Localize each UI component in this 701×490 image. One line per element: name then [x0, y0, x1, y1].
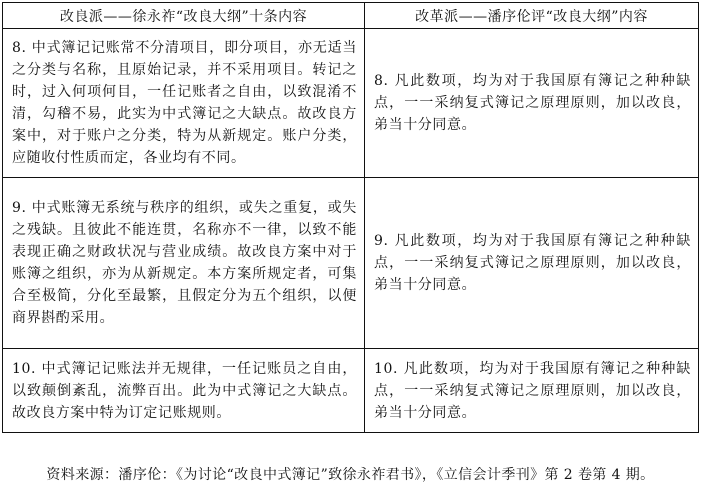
reform-item-8: 8. 中式簿记记账常不分清项目，即分项目，亦无适当之分类与名称，且原始记录，并不采用项目。转记之时，过入何项何目，一任记账者之自由，以致混淆不清，勾稽不易，此实为中式簿记之大缺点。故改良方案中，对于账户之分类，特为从新规定。账户分类，应随收付性质而定，各业均有不同。	[12, 40, 357, 166]
header-reform-school: 改良派——徐永祚“改良大纲”十条内容	[3, 3, 365, 29]
table-row	[3, 29, 699, 178]
comparison-table	[2, 2, 699, 433]
comment-item-9: 9. 凡此数项，均为对于我国原有簿记之种种缺点，一一采纳复式簿记之原理原则，加以改良，弟当十分同意。	[374, 233, 691, 293]
table-cell-left	[3, 29, 365, 178]
reform-item-9: 9. 中式账簿无系统与秩序的组织，或失之重复，或失之残缺。且彼此不能连贯，名称亦不一律，以致不能表现正确之财政状况与营业成绩。故改良方案中对于账簿之组织，亦为从新规定。本方案所规定者，可集合至极简，分化至最繁，且假定分为五个组织，以便商界斟酌采用。	[12, 200, 357, 326]
table-cell-right	[365, 178, 699, 349]
source-citation: 资料来源：潘序伦：《为讨论“改良中式簿记”致徐永祚君书》，《立信会计季刊》第 2 卷第 4 期。	[46, 467, 655, 483]
table-cell-left	[3, 178, 365, 349]
table-cell-right	[365, 29, 699, 178]
table-row	[3, 178, 699, 349]
table-header-row	[3, 3, 699, 29]
table-cell-right	[365, 349, 699, 433]
header-revolution-school: 改革派——潘序伦评“改良大纲”内容	[365, 3, 699, 29]
comment-item-8: 8. 凡此数项，均为对于我国原有簿记之种种缺点，一一采纳复式簿记之原理原则，加以改良，弟当十分同意。	[374, 73, 691, 133]
table-row	[3, 349, 699, 433]
table-cell-left	[3, 349, 365, 433]
comment-item-10: 10. 凡此数项，均为对于我国原有簿记之种种缺点，一一采纳复式簿记之原理原则，加以改良，弟当十分同意。	[374, 360, 691, 421]
reform-item-10: 10. 中式簿记记账法并无规律，一任记账员之自由，以致颠倒紊乱，流弊百出。此为中式簿记之大缺点。故改良方案中特为订定记账规则。	[12, 360, 357, 421]
